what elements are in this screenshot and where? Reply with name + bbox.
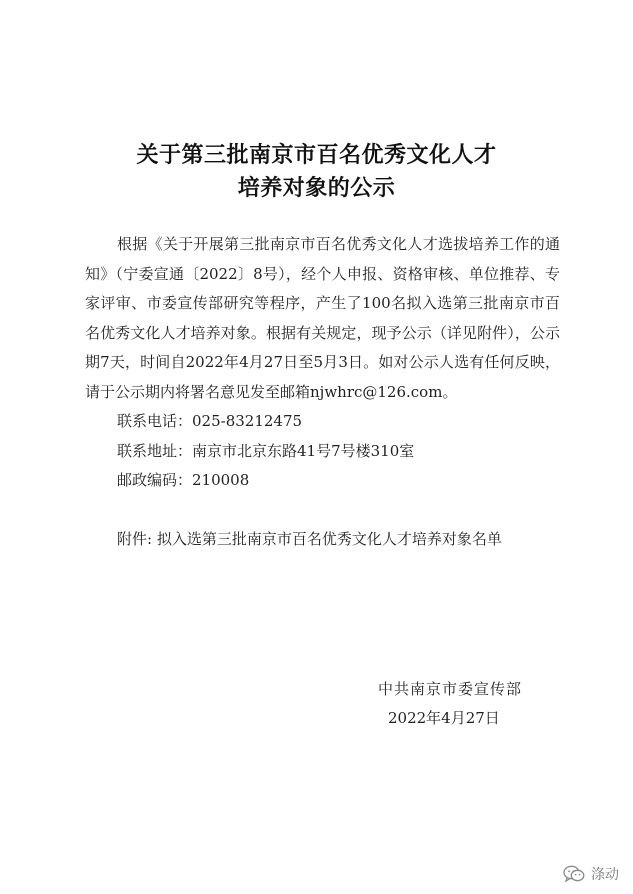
signature-date: 2022年4月27日: [388, 709, 500, 727]
announcement-paragraph: 根据《关于开展第三批南京市百名优秀文化人才选拔培养工作的通知》（宁委宣通〔2022〕8号），经个人申报、资格审核、单位推荐、专家评审、市委宣传部研究等程序，产生了100名拟入选第三批南京市百名优秀文化人才培养对象。根据有关规定，现予公示（详见附件），公示期7天，时间自2022年4月27日至5月3日。如对公示人选有任何反映，请于公示期内将署名意见发至邮箱njwhrc@126.com。: [85, 235, 560, 401]
watermark-text: 涤动: [591, 867, 619, 883]
postal-code: 邮政编码：210008: [117, 471, 250, 489]
attachment-note: 附件: 拟入选第三批南京市百名优秀文化人才培养对象名单: [117, 529, 502, 548]
document-title-line-2: 培养对象的公示: [237, 175, 396, 201]
spacer: [85, 496, 560, 525]
document-title-line-1: 关于第三批南京市百名优秀文化人才: [136, 142, 497, 168]
contact-phone: 联系电话：025-83212475: [117, 412, 303, 430]
wechat-icon: [563, 865, 585, 883]
signature-organization: 中共南京市委宣传部: [378, 680, 523, 698]
contact-address: 联系地址：南京市北京东路41号7号楼310室: [117, 441, 415, 460]
document-body: [85, 230, 560, 554]
source-watermark: [563, 864, 619, 884]
